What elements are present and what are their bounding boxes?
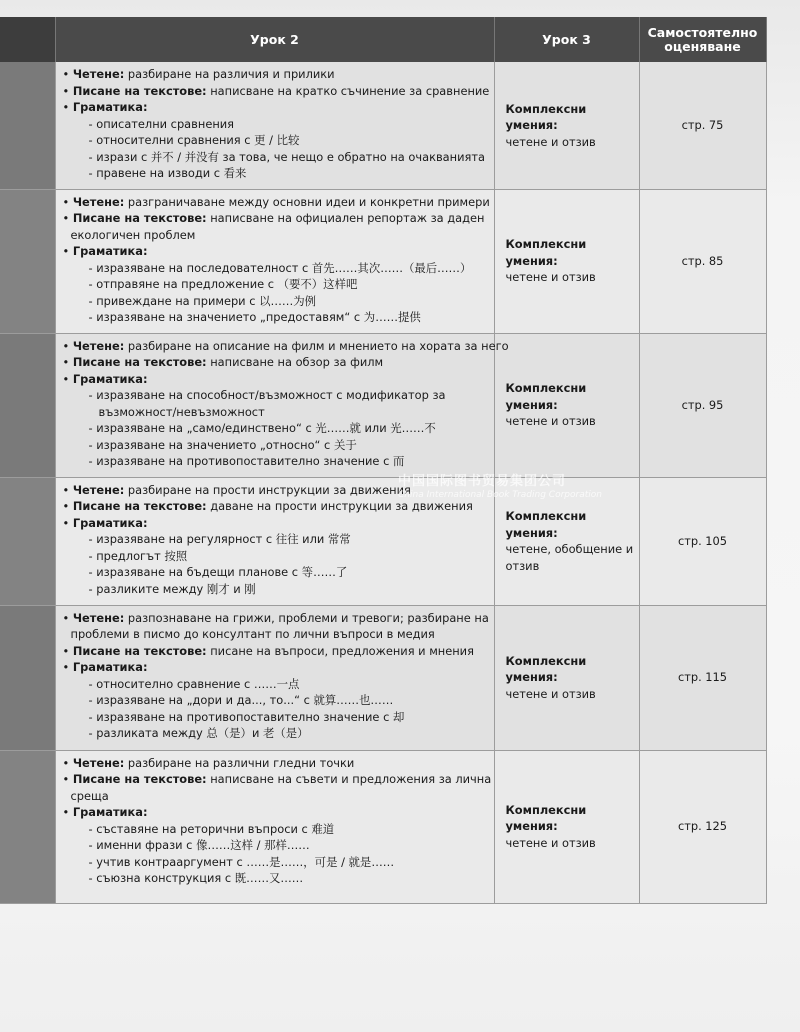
grammar-point: - привеждане на примери с 以……为例	[88, 293, 317, 308]
item-continuation: екологичен проблем	[70, 227, 196, 242]
grammar-point: - изразяване на бъдещи планове с 等……了	[88, 565, 348, 579]
lesson-3-text: четене и отзив	[505, 414, 596, 429]
page-reference: стр. 125	[639, 750, 766, 903]
unit-cell	[0, 605, 55, 750]
bullet-icon: •	[62, 499, 73, 513]
table-row	[0, 605, 766, 750]
syllabus-table	[0, 17, 767, 904]
page-reference: стр. 115	[639, 605, 766, 750]
bullet-icon: •	[62, 211, 73, 225]
grammar-point: - изразяване на значението „относно“ с 关于	[88, 437, 357, 452]
bullet-icon: •	[62, 67, 73, 81]
bullet-icon: •	[62, 772, 73, 786]
item-text: разбиране на прости инструкции за движения	[124, 482, 411, 497]
lesson-item	[63, 515, 488, 532]
item-label: Писане на текстове:	[72, 772, 207, 786]
lesson-3-cell	[494, 189, 639, 333]
lesson-item	[63, 371, 488, 388]
watermark-english: China International Book Trading Corporation	[398, 490, 602, 500]
item-text: написване на официален репортаж за даден	[206, 211, 485, 225]
item-label: Писане на текстове:	[72, 355, 207, 369]
lesson-item	[63, 804, 488, 821]
item-text: разграничаване между основни идеи и конкретни примери	[124, 194, 490, 209]
syllabus-table-container	[0, 17, 766, 904]
lesson-3-text: четене, обобщение и отзив	[505, 542, 634, 573]
table-body	[0, 62, 766, 903]
lesson-2-cell	[55, 189, 494, 333]
bullet-icon: •	[62, 83, 73, 98]
header-self-assessment: Самостоятелно оценяване	[639, 17, 766, 62]
item-label: Четене:	[72, 610, 125, 625]
lesson-3-title: Комплексни умения:	[505, 653, 587, 685]
lesson-2-cell	[55, 605, 494, 750]
item-label: Писане на текстове:	[72, 211, 207, 225]
header-lesson-3: Урок 3	[494, 17, 639, 62]
grammar-point: - изразяване на „дори и да..., то...“ с 就算……也……	[88, 693, 394, 707]
page-reference: стр. 85	[639, 189, 766, 333]
bullet-icon: •	[62, 805, 73, 819]
item-label: Граматика:	[72, 660, 148, 674]
bullet-icon: •	[62, 244, 73, 258]
item-label: Граматика:	[72, 244, 148, 258]
bullet-icon: •	[62, 100, 73, 114]
bullet-icon: •	[62, 515, 73, 530]
item-label: Писане на текстове:	[72, 83, 207, 98]
bullet-icon: •	[62, 355, 73, 369]
bullet-icon: •	[62, 643, 73, 658]
lesson-item	[63, 210, 488, 227]
table-row	[0, 189, 766, 333]
item-text: написване на съвети и предложения за лична	[206, 772, 492, 786]
grammar-point: възможност/невъзможност	[98, 404, 265, 419]
lesson-3-title: Комплексни умения:	[505, 101, 587, 132]
grammar-point: - изразяване на способност/възможност с модификатор за	[88, 388, 446, 402]
item-continuation: проблеми в писмо до консултант по лични въпроси в медия	[70, 627, 435, 641]
item-label: Граматика:	[72, 515, 148, 530]
lesson-3-text: четене и отзив	[505, 134, 596, 149]
grammar-point: - съставяне на реторични въпроси с 难道	[88, 821, 335, 836]
lesson-item	[63, 354, 488, 371]
lesson-item	[63, 83, 488, 100]
bullet-icon: •	[62, 660, 73, 674]
grammar-point: - съюзна конструкция с 既……又……	[88, 871, 304, 885]
unit-cell	[0, 189, 55, 333]
lesson-3-text: четене и отзив	[505, 270, 596, 285]
watermark-chinese: 中国国际图书贸易集团公司	[398, 474, 567, 489]
item-label: Писане на текстове:	[72, 643, 207, 658]
bullet-icon: •	[62, 371, 73, 386]
lesson-2-cell	[55, 750, 494, 903]
lesson-3-title: Комплексни умения:	[505, 237, 587, 268]
lesson-3-title: Комплексни умения:	[505, 802, 587, 834]
page-reference: стр. 105	[639, 477, 766, 605]
grammar-point: - изрази с 并不 / 并没有 за това, че нещо е обратно на очакванията	[88, 149, 485, 164]
lesson-item	[63, 610, 488, 627]
item-text: разбиране на описание на филм и мнението на хората за него	[124, 338, 509, 353]
item-label: Четене:	[72, 67, 125, 81]
grammar-point: - изразяване на противопоставително значение с 却	[88, 709, 405, 724]
lesson-3-title: Комплексни умения:	[505, 509, 587, 540]
item-label: Писане на текстове:	[72, 499, 207, 513]
bullet-icon: •	[62, 610, 73, 625]
lesson-3-title: Комплексни умения:	[505, 381, 587, 412]
item-text: даване на прости инструкции за движения	[206, 499, 473, 513]
bullet-icon: •	[62, 194, 73, 209]
lesson-3-cell	[494, 750, 639, 903]
lesson-item	[63, 194, 488, 211]
page-reference: стр. 75	[639, 62, 766, 189]
item-label: Четене:	[72, 194, 125, 209]
grammar-point: - описателни сравнения	[88, 116, 235, 131]
bullet-icon: •	[62, 755, 73, 770]
item-text: разбиране на различия и прилики	[124, 67, 335, 81]
grammar-point: - изразяване на регулярност с 往往 или 常常	[88, 532, 351, 546]
lesson-3-cell	[494, 333, 639, 477]
header-lesson-2: Урок 2	[55, 17, 494, 62]
item-label: Четене:	[72, 755, 125, 770]
bullet-icon: •	[62, 338, 73, 353]
unit-cell	[0, 62, 55, 189]
lesson-item	[63, 66, 488, 83]
header-blank	[0, 17, 55, 62]
lesson-3-text: четене и отзив	[505, 835, 596, 850]
item-continuation: среща	[70, 788, 109, 803]
grammar-point: - предлогът 按照	[88, 548, 188, 563]
grammar-point: - правене на изводи с 看来	[88, 166, 247, 180]
item-text: написване на обзор за филм	[206, 355, 384, 369]
table-row	[0, 750, 766, 903]
grammar-point: - изразяване на противопоставително значение с 而	[88, 454, 405, 468]
lesson-item	[63, 498, 488, 515]
lesson-3-cell	[494, 605, 639, 750]
grammar-point: - относителни сравнения с 更 / 比较	[88, 133, 300, 147]
item-label: Четене:	[72, 338, 125, 353]
grammar-point: - отправяне на предложение с （要不）这样吧	[88, 277, 358, 291]
unit-cell	[0, 750, 55, 903]
unit-cell	[0, 333, 55, 477]
item-label: Граматика:	[72, 371, 148, 386]
lesson-item	[62, 771, 492, 788]
item-label: Граматика:	[72, 805, 148, 819]
item-text: написване на кратко съчинение за сравнение	[206, 83, 490, 98]
lesson-3-text: четене и отзив	[505, 686, 596, 701]
lesson-3-cell	[494, 62, 639, 189]
grammar-point: - учтив контрааргумент с ……是……，可是 / 就是……	[88, 854, 395, 869]
item-label: Четене:	[72, 482, 125, 497]
grammar-point: - изразяване на последователност с 首先……其次……（最后……）	[88, 260, 472, 275]
lesson-2-cell	[55, 62, 494, 189]
lesson-item	[63, 99, 488, 116]
lesson-item	[63, 643, 488, 660]
header-row	[0, 17, 766, 62]
lesson-item	[62, 338, 509, 355]
bullet-icon: •	[62, 482, 73, 497]
table-row	[0, 333, 766, 477]
lesson-item	[63, 659, 488, 676]
grammar-point: - изразяване на „само/единствено“ с 光……就 или 光……不	[88, 421, 436, 435]
item-text: разпознаване на грижи, проблеми и тревоги; разбиране на	[124, 610, 489, 625]
grammar-point: - изразяване на значението „предоставям“ с 为……提供	[88, 310, 421, 324]
table-row	[0, 477, 766, 605]
item-text: разбиране на различни гледни точки	[124, 755, 355, 770]
grammar-point: - разликата между 总（是）и 老（是）	[88, 726, 309, 740]
grammar-point: - разликите между 刚才 и 刚	[88, 581, 256, 596]
grammar-point: - относително сравнение с ……一点	[88, 676, 300, 691]
item-text: писане на въпроси, предложения и мнения	[206, 643, 474, 658]
unit-cell	[0, 477, 55, 605]
table-row	[0, 62, 766, 189]
lesson-item	[63, 243, 488, 260]
lesson-item	[63, 755, 488, 772]
grammar-point: - именни фрази с 像……这样 / 那样……	[88, 838, 310, 852]
lesson-2-cell	[55, 333, 509, 477]
item-label: Граматика:	[72, 100, 148, 114]
page-reference: стр. 95	[639, 333, 766, 477]
